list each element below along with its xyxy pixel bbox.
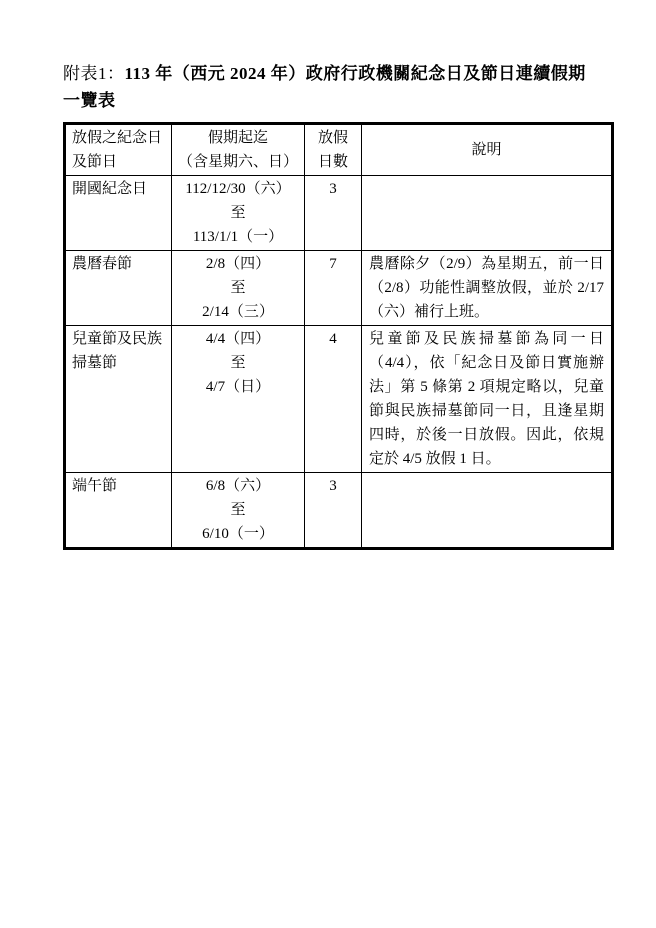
description-cell: 兒童節及民族掃墓節為同一日（4/4），依「紀念日及節日實施辦法」第 5 條第 2 項規定略以，兒童節與民族掃墓節同一日，且逢星期四時，於後一日放假。因此，依規定於 4/5 放假 1 日。	[362, 326, 613, 473]
header-days-off: 放假 日數	[305, 124, 362, 176]
table-row	[65, 326, 613, 473]
page-title	[63, 60, 611, 114]
holiday-name-cell: 農曆春節	[65, 251, 172, 326]
title-prefix: 附表1：	[63, 64, 125, 83]
title-main: 113 年（西元 2024 年）政府行政機關紀念日及節日連續假期	[124, 64, 586, 83]
holiday-period-cell: 2/8（四） 至 2/14（三）	[172, 251, 305, 326]
holiday-period-cell: 112/12/30（六） 至 113/1/1（一）	[172, 176, 305, 251]
header-holiday-name: 放假之紀念日 及節日	[65, 124, 172, 176]
description-cell	[362, 176, 613, 251]
table-row	[65, 473, 613, 549]
days-off-cell: 7	[305, 251, 362, 326]
table-header-row	[65, 124, 613, 176]
holiday-name-cell: 開國紀念日	[65, 176, 172, 251]
header-holiday-period: 假期起迄 （含星期六、日）	[172, 124, 305, 176]
title-line1	[63, 60, 611, 87]
description-cell: 農曆除夕（2/9）為星期五，前一日（2/8）功能性調整放假，並於 2/17（六）補行上班。	[362, 251, 613, 326]
holiday-period-cell: 6/8（六） 至 6/10（一）	[172, 473, 305, 549]
table-row	[65, 251, 613, 326]
holiday-name-cell: 端午節	[65, 473, 172, 549]
header-description: 說明	[362, 124, 613, 176]
title-line2: 一覽表	[63, 91, 116, 110]
holiday-period-cell: 4/4（四） 至 4/7（日）	[172, 326, 305, 473]
days-off-cell: 3	[305, 176, 362, 251]
days-off-cell: 4	[305, 326, 362, 473]
table-row	[65, 176, 613, 251]
holiday-name-cell: 兒童節及民族 掃墓節	[65, 326, 172, 473]
days-off-cell: 3	[305, 473, 362, 549]
holiday-table	[63, 122, 614, 550]
description-cell	[362, 473, 613, 549]
